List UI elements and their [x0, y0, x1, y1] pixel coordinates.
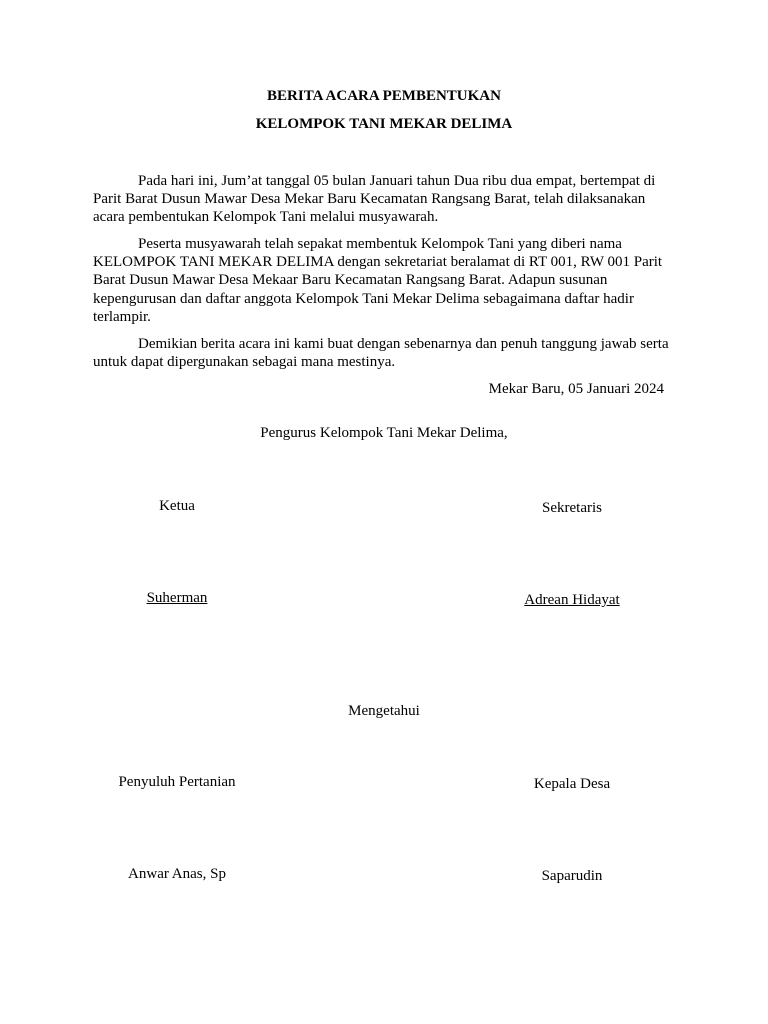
chair-name: Suherman: [146, 590, 208, 606]
paragraph-agreement-text: Peserta musyawarah telah sepakat membentuk Kelompok Tani yang diberi nama KELOMPOK TANI MEKAR DELIMA dengan sekretariat beralamat di RT 001, RW 001 Parit Barat Dusun Mawar Desa Mekaar Baru Kecamatan Rangsang Barat. Adapun susunan kepengurusan dan daftar anggota Kelompok Tani Mekar Delima sebagaimana daftar hadir terlampir.: [93, 236, 663, 325]
board-heading: Pengurus Kelompok Tani Mekar Delima,: [260, 425, 508, 441]
paragraph-closing: [93, 335, 675, 371]
acknowledged-label: Mengetahui: [348, 703, 420, 719]
paragraph-opening: [93, 172, 675, 227]
chair-role-label: Ketua: [159, 498, 195, 514]
village-head-name: Saparudin: [541, 868, 603, 884]
paragraph-closing-text: Demikian berita acara ini kami buat dengan sebenarnya dan penuh tanggung jawab serta untuk dapat dipergunakan sebagai mana mestinya.: [93, 336, 669, 371]
secretary-role-label: Sekretaris: [542, 500, 602, 516]
extension-officer-name: Anwar Anas, Sp: [128, 866, 226, 882]
place-and-date: Mekar Baru, 05 Januari 2024: [488, 381, 664, 397]
paragraph-opening-text: Pada hari ini, Jum’at tanggal 05 bulan Januari tahun Dua ribu dua empat, bertempat di Parit Barat Dusun Mawar Desa Mekar Baru Kecamatan Rangsang Barat, telah dilaksanakan acara pembentukan Kelompok Tani melalui musyawarah.: [93, 173, 656, 226]
paragraph-agreement: [93, 235, 675, 326]
document-title-line-1: BERITA ACARA PEMBENTUKAN: [267, 88, 501, 104]
village-head-role-label: Kepala Desa: [533, 776, 611, 792]
extension-officer-role-label: Penyuluh Pertanian: [118, 774, 236, 790]
document-title-line-2: KELOMPOK TANI MEKAR DELIMA: [255, 116, 513, 132]
secretary-name: Adrean Hidayat: [524, 592, 620, 608]
